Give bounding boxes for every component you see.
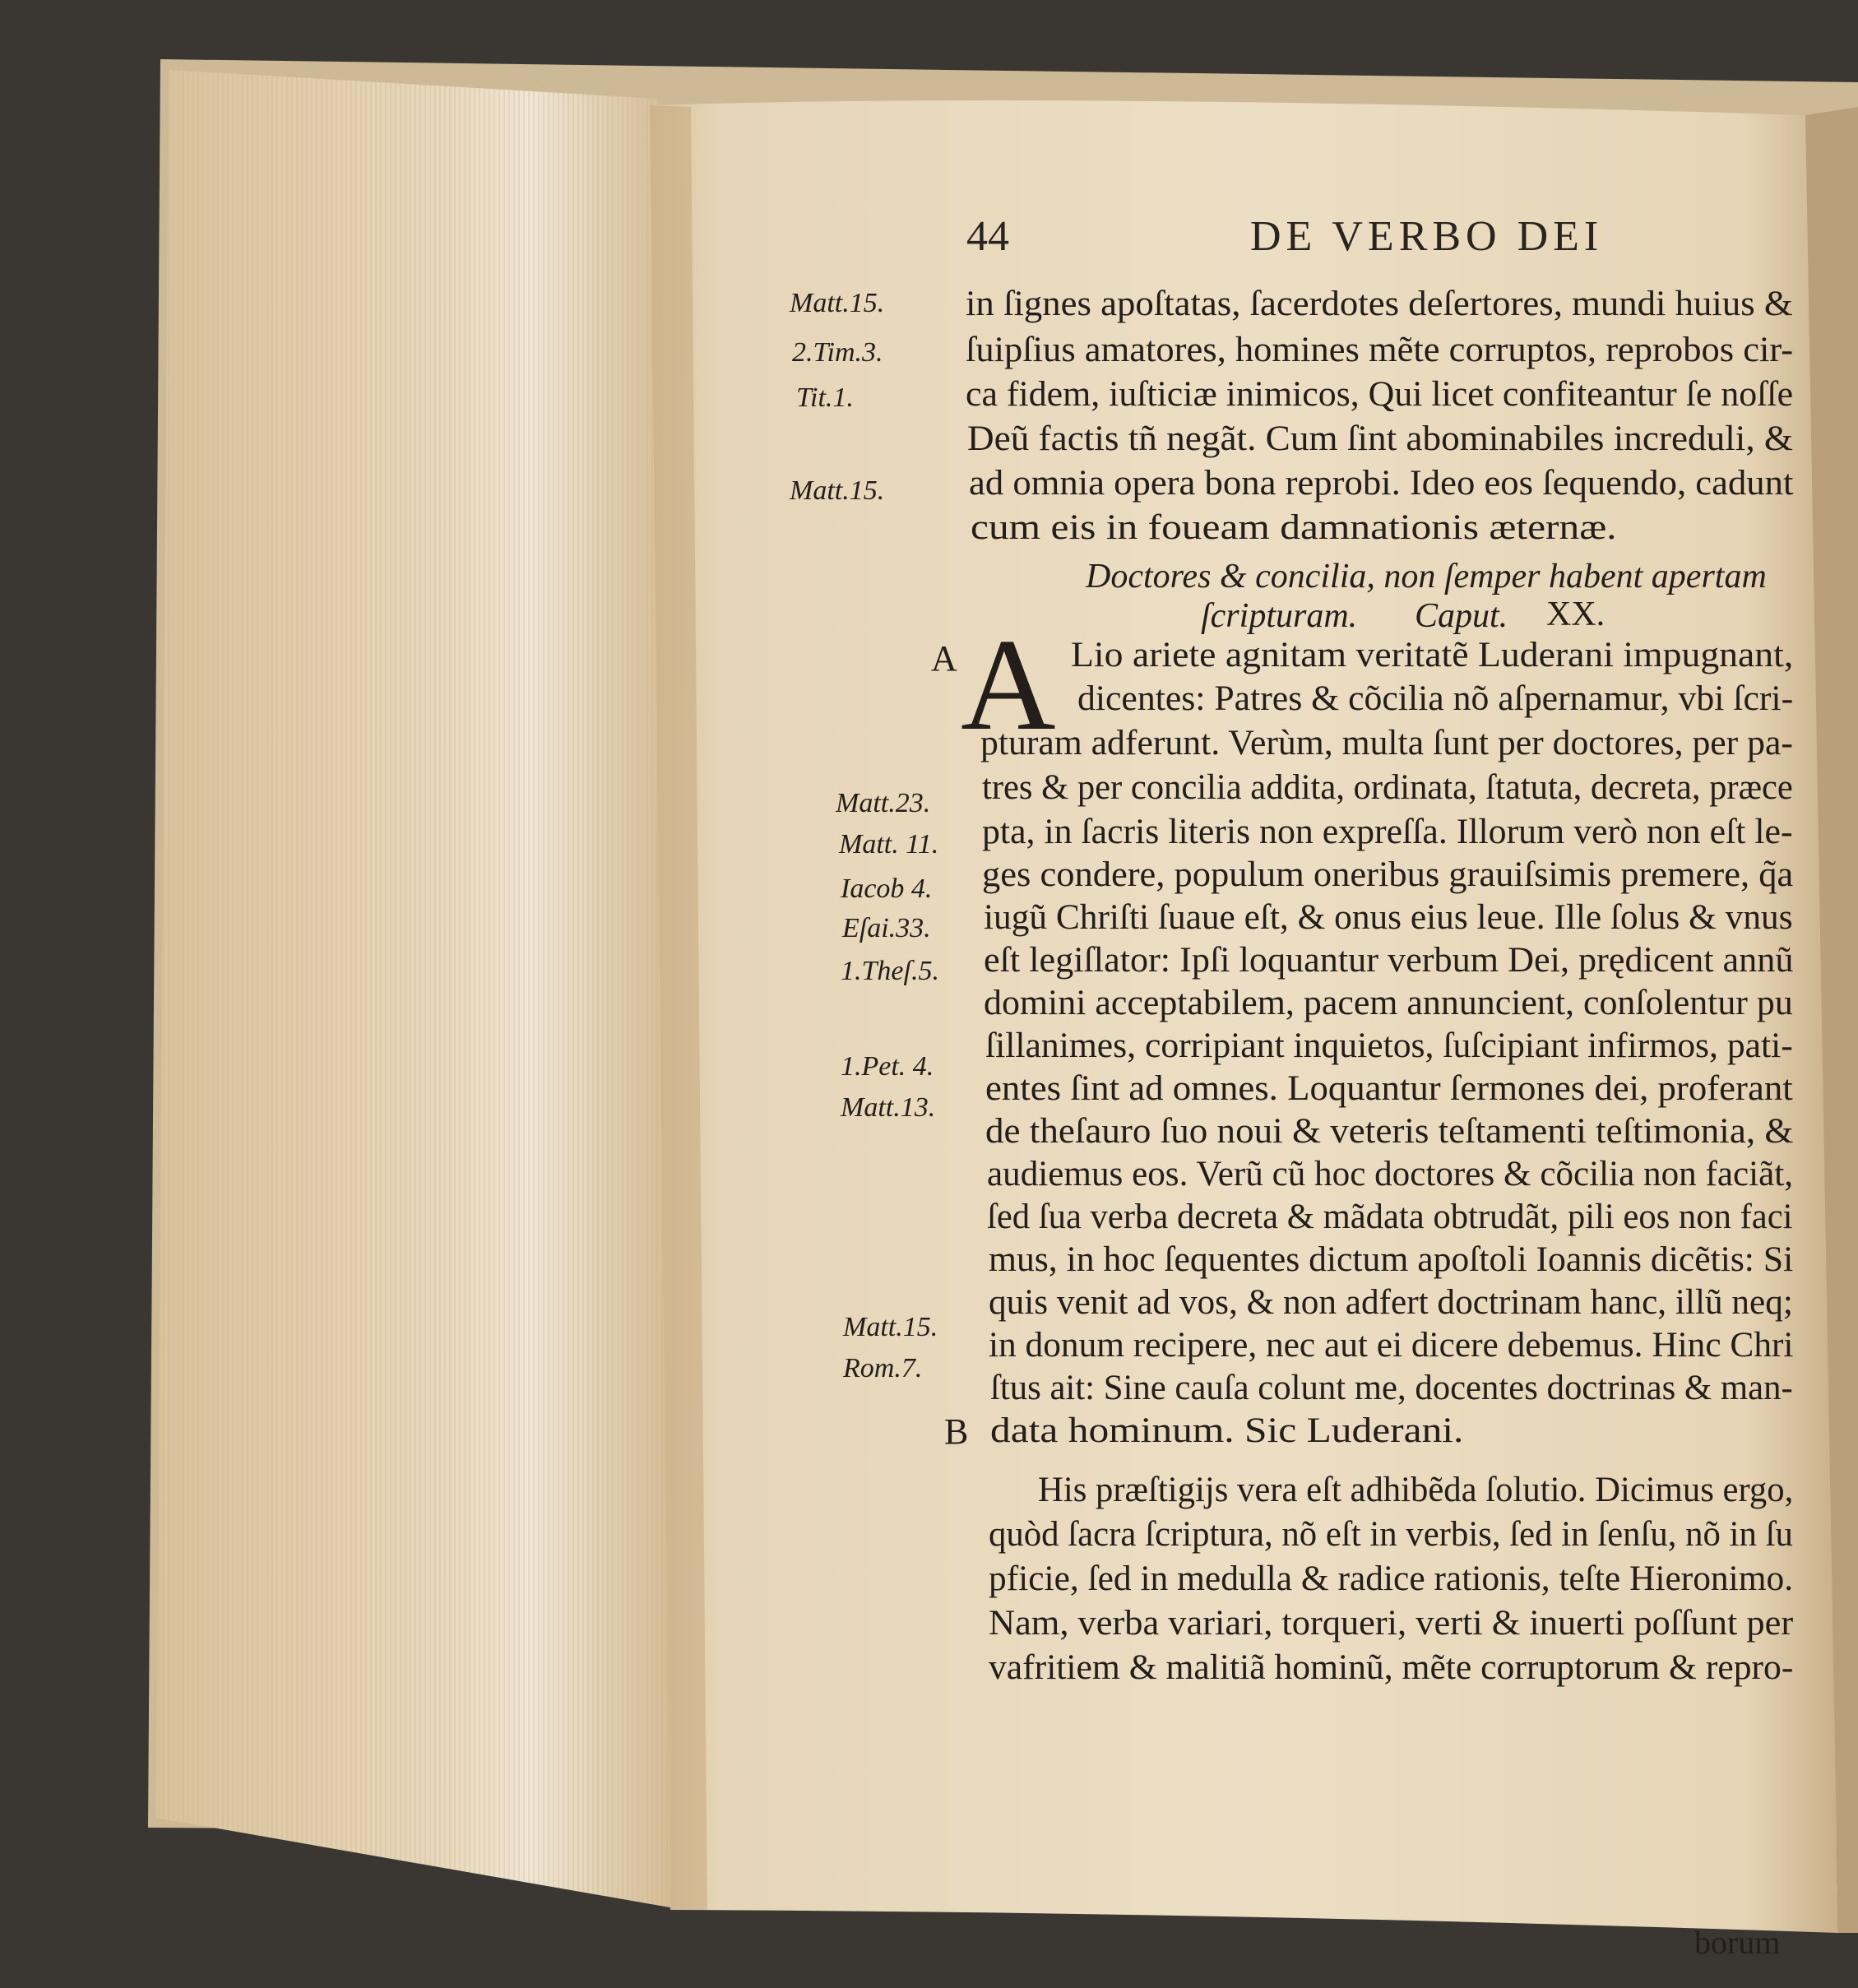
- text-line: ad omnia opera bona reprobi. Ideo eos ſequendo, cadunt: [969, 464, 1794, 503]
- text-line: pta, in ſacris literis non expreſſa. Illorum verò non eſt le-: [982, 813, 1793, 851]
- section-letter-b: B: [944, 1411, 969, 1452]
- text-line: iugũ Chriſti ſuaue eſt, & onus eius leue. Ille ſolus & vnus: [984, 898, 1793, 937]
- drop-cap: A: [961, 611, 1056, 758]
- text-line: eſt legiſlator: Ipſi loquantur verbum Dei, prędicent annũ: [984, 941, 1794, 980]
- text-line: pficie, ſed in medulla & radice rationis, teſte Hieronimo.: [989, 1559, 1794, 1598]
- text-line: Nam, verba variari, torqueri, verti & inuerti poſſunt per: [989, 1604, 1794, 1643]
- text-line: ſtus ait: Sine cauſa colunt me, docentes doctrinas & man-: [990, 1369, 1793, 1407]
- text-line: audiemus eos. Verũ cũ hoc doctores & cõcilia non faciãt,: [987, 1155, 1794, 1193]
- margin-note: Matt.15.: [790, 475, 885, 506]
- text-line: quòd ſacra ſcriptura, nõ eſt in verbis, ſed in ſenſu, nõ in ſu: [989, 1515, 1793, 1554]
- caput-label: Caput.: [1415, 597, 1508, 635]
- text-line: mus, in hoc ſequentes dictum apoſtoli Ioannis dicẽtis: Si: [989, 1240, 1794, 1279]
- margin-note: 1.Theſ.5.: [841, 956, 939, 986]
- text-line: data hominum. Sic Luderani.: [990, 1411, 1464, 1450]
- text-line: His præſtigijs vera eſt adhibẽda ſolutio. Dicimus ergo,: [1038, 1471, 1794, 1509]
- chapter-numeral: XX.: [1546, 595, 1605, 633]
- text-line: de theſauro ſuo noui & veteris teſtamenti teſtimonia, &: [985, 1112, 1794, 1151]
- text-line: in ſignes apoſtatas, ſacerdotes deſertores, mundi huius &: [966, 285, 1793, 323]
- text-line: ca fidem, iuſticiæ inimicos, Qui licet confiteantur ſe noſſe: [966, 375, 1794, 414]
- text-line: ges condere, populum oneribus grauiſsimis premere, q̃a: [982, 855, 1794, 894]
- text-line: ſed ſua verba decreta & mãdata obtrudãt, pili eos non faci: [987, 1198, 1793, 1236]
- margin-note: Matt.23.: [836, 788, 931, 818]
- margin-note: Matt. 11.: [839, 829, 939, 860]
- running-title: DE VERBO DEI: [1250, 213, 1604, 260]
- heading-line-1: Doctores & concilia, non ſemper habent apertam: [1086, 558, 1767, 595]
- margin-note: Iacob 4.: [841, 874, 933, 904]
- text-line: quis venit ad vos, & non adfert doctrinam hanc, illũ neq;: [989, 1283, 1793, 1322]
- margin-note: Matt.13.: [841, 1092, 936, 1123]
- margin-note: Rom.7.: [843, 1353, 923, 1383]
- text-line: ſillanimes, corripiant inquietos, ſuſcipiant infirmos, pati-: [985, 1026, 1793, 1065]
- text-line: vafritiem & malitiã hominũ, mẽte corruptorum & repro-: [989, 1648, 1794, 1687]
- text-line: in donum recipere, nec aut ei dicere debemus. Hinc Chri: [989, 1326, 1794, 1365]
- text-line: ſuipſius amatores, homines mẽte corruptos, reprobos cir-: [966, 331, 1794, 369]
- catchword: borum: [1694, 1924, 1781, 1961]
- text-line: cum eis in foueam damnationis æternæ.: [971, 508, 1617, 547]
- margin-note: 1.Pet. 4.: [841, 1051, 934, 1082]
- text-line: entes ſint ad omnes. Loquantur ſermones dei, proferant: [985, 1069, 1793, 1108]
- text-line: Lio ariete agnitam veritatẽ Luderani impugnant,: [1071, 636, 1794, 674]
- section-letter-a: A: [931, 638, 957, 679]
- margin-note: Matt.15.: [843, 1312, 938, 1342]
- text-line: Deũ factis tñ negãt. Cum ſint abominabiles increduli, &: [967, 419, 1794, 458]
- margin-note: Tit.1.: [796, 382, 854, 413]
- margin-note: Eſai.33.: [842, 913, 931, 943]
- heading-line-2: ſcripturam.: [1201, 597, 1358, 635]
- text-line: pturam adferunt. Verùm, multa ſunt per doctores, per pa-: [980, 724, 1793, 762]
- page-number: 44: [966, 213, 1009, 260]
- margin-note: 2.Tim.3.: [792, 337, 883, 368]
- text-line: tres & per concilia addita, ordinata, ſtatuta, decreta, præce: [982, 768, 1793, 807]
- margin-note: Matt.15.: [790, 288, 885, 318]
- text-line: dicentes: Patres & cõcilia nõ aſpernamur, vbi ſcri-: [1077, 679, 1794, 718]
- text-line: domini acceptabilem, pacem annuncient, conſolentur pu: [984, 984, 1793, 1022]
